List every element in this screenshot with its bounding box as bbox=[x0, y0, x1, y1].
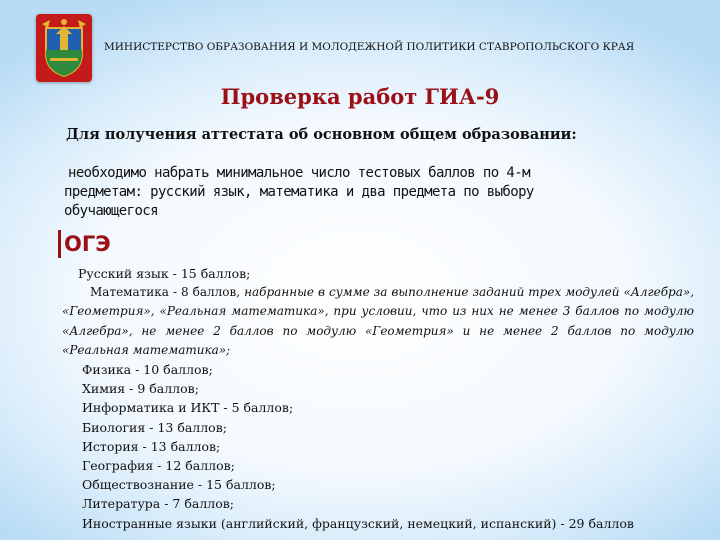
intro-line-3: обучающегося bbox=[64, 203, 158, 219]
intro-line-2: предметам: русский язык, математика и два предмета по выбору bbox=[64, 184, 534, 200]
subject-item: Литература - 7 баллов; bbox=[82, 496, 234, 512]
subject-math bbox=[62, 283, 694, 360]
oge-marker bbox=[58, 230, 61, 258]
subject-russian: Русский язык - 15 баллов; bbox=[78, 266, 251, 281]
oge-heading: ОГЭ bbox=[64, 232, 111, 256]
intro-text bbox=[64, 164, 684, 221]
subject-item: Иностранные языки (английский, французский, немецкий, испанский) - 29 баллов bbox=[82, 515, 634, 531]
ministry-name: МИНИСТЕРСТВО ОБРАЗОВАНИЯ И МОЛОДЕЖНОЙ ПОЛИТИКИ СТАВРОПОЛЬСКОГО КРАЯ bbox=[104, 41, 635, 53]
math-detail: набранные в сумме за выполнение заданий трех модулей «Алгебра», «Геометрия», «Реальная математика», при условии, что из них не менее 3 баллов по модулю «Алгебра», не менее 2 баллов по модулю «Геометрия» и не менее 2 баллов по модулю «Реальная математика»; bbox=[62, 285, 695, 357]
subtitle: Для получения аттестата об основном общем образовании: bbox=[66, 126, 577, 143]
intro-line-1: необходимо набрать минимальное число тестовых баллов по 4-м bbox=[68, 165, 530, 181]
math-lead: Математика - 8 баллов, bbox=[90, 285, 241, 300]
subject-item: Физика - 10 баллов; bbox=[82, 362, 213, 378]
subject-item: История - 13 баллов; bbox=[82, 438, 221, 454]
subject-item: Биология - 13 баллов; bbox=[82, 419, 227, 435]
subject-item: Информатика и ИКТ - 5 баллов; bbox=[82, 400, 294, 416]
subject-item: Обществознание - 15 баллов; bbox=[82, 477, 276, 493]
subject-item: География - 12 баллов; bbox=[82, 458, 235, 474]
subjects-list bbox=[62, 264, 694, 533]
coat-of-arms-icon bbox=[36, 14, 92, 82]
subject-item: Химия - 9 баллов; bbox=[82, 381, 199, 397]
page-title: Проверка работ ГИА-9 bbox=[220, 84, 500, 109]
